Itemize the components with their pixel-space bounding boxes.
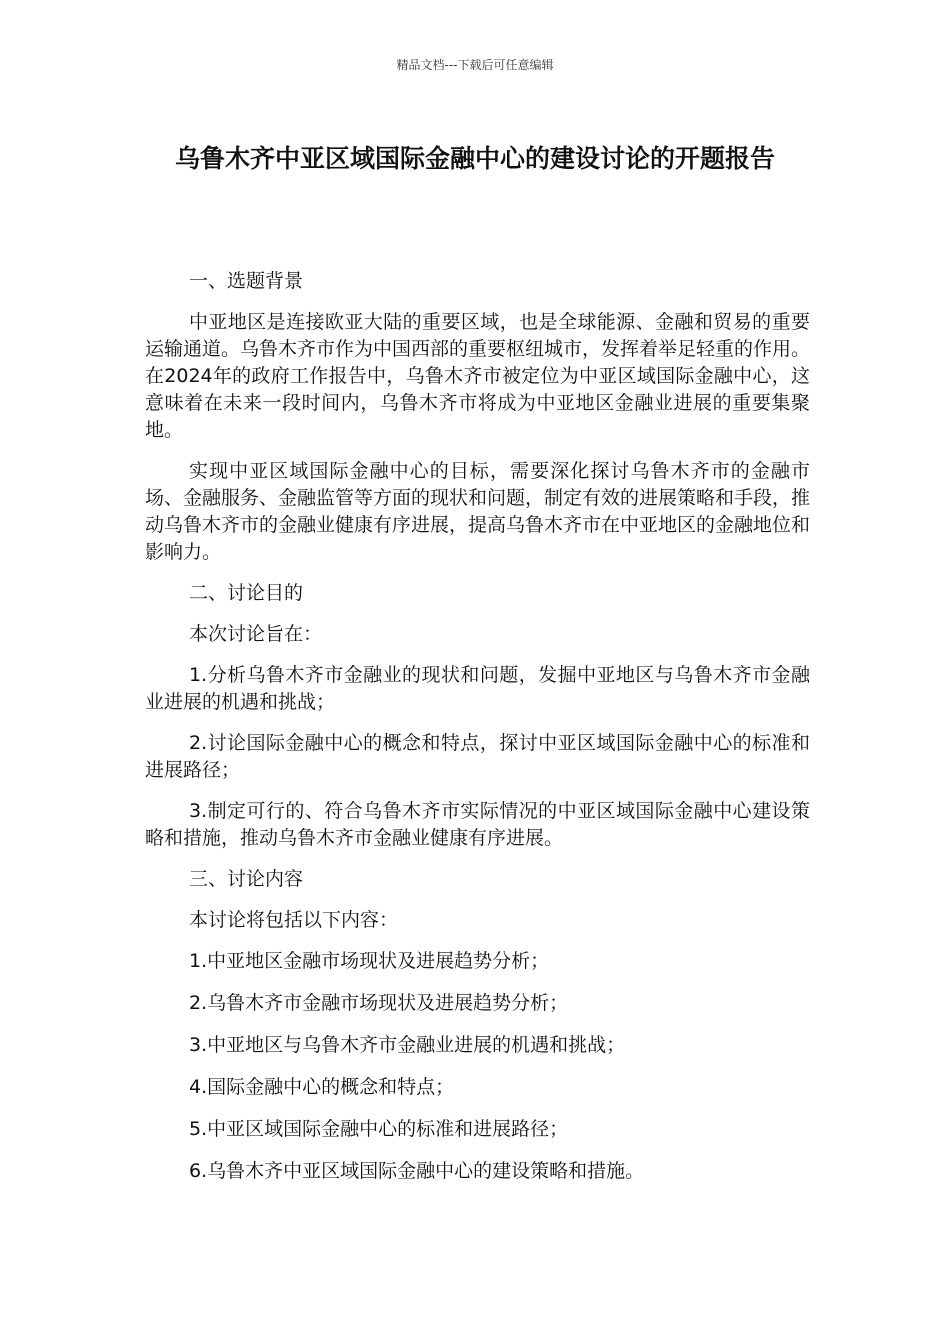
paragraph-background-1: 中亚地区是连接欧亚大陆的重要区域，也是全球能源、金融和贸易的重要运输通道。乌鲁木齐市作为中国西部的重要枢纽城市，发挥着举足轻重的作用。在2024年的政府工作报告中，乌鲁木齐市被定位为中亚区域国际金融中心，这意味着在未来一段时间内，乌鲁木齐市将成为中亚地区金融业进展的重要集聚地。 xyxy=(145,311,811,441)
paragraph-background-2: 实现中亚区域国际金融中心的目标，需要深化探讨乌鲁木齐市的金融市场、金融服务、金融监管等方面的现状和问题，制定有效的进展策略和手段，推动乌鲁木齐市的金融业健康有序进展，提高乌鲁木齐市在中亚地区的金融地位和影响力。 xyxy=(145,460,811,563)
content-item-1: 1.中亚地区金融市场现状及进展趋势分析； xyxy=(189,950,550,972)
content-item-3: 3.中亚地区与乌鲁木齐市金融业进展的机遇和挑战； xyxy=(189,1034,626,1056)
content-item-6: 6.乌鲁木齐中亚区域国际金融中心的建设策略和措施。 xyxy=(189,1160,645,1182)
content-item-4: 4.国际金融中心的概念和特点； xyxy=(189,1076,455,1098)
content-item-2: 2.乌鲁木齐市金融市场现状及进展趋势分析； xyxy=(189,992,569,1014)
purpose-item-2: 2.讨论国际金融中心的概念和特点，探讨中亚区域国际金融中心的标准和进展路径； xyxy=(145,732,810,781)
purpose-item-3: 3.制定可行的、符合乌鲁木齐市实际情况的中亚区域国际金融中心建设策略和措施，推动乌鲁木齐市金融业健康有序进展。 xyxy=(145,800,810,849)
paragraph-purpose-intro: 本次讨论旨在： xyxy=(189,623,323,645)
content-item-5: 5.中亚区域国际金融中心的标准和进展路径； xyxy=(189,1118,569,1140)
document-title: 乌鲁木齐中亚区域国际金融中心的建设讨论的开题报告 xyxy=(174,144,775,173)
paragraph-content-intro: 本讨论将包括以下内容： xyxy=(189,909,399,931)
section-heading-purpose: 二、讨论目的 xyxy=(189,582,304,604)
purpose-item-1: 1.分析乌鲁木齐市金融业的现状和问题，发掘中亚地区与乌鲁木齐市金融业进展的机遇和挑战； xyxy=(145,664,810,713)
page-header-note: 精品文档---下载后可任意编辑 xyxy=(396,58,554,72)
section-heading-background: 一、选题背景 xyxy=(189,270,304,292)
document-body xyxy=(145,268,810,1200)
section-heading-content: 三、讨论内容 xyxy=(189,868,304,890)
